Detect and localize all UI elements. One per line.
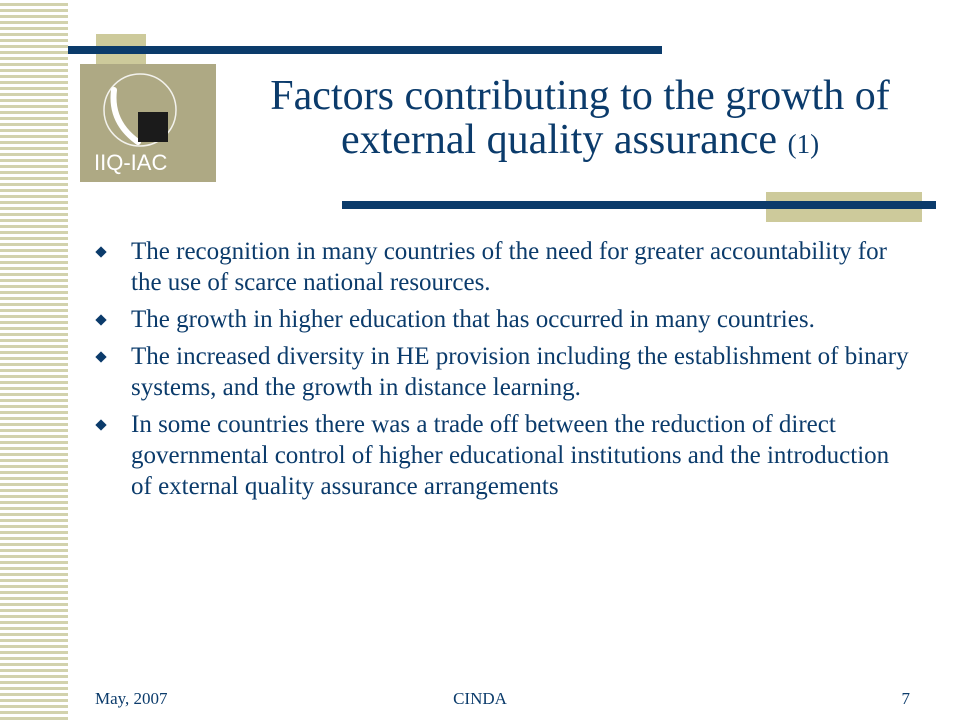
diamond-bullet-icon	[95, 419, 106, 430]
logo-graphic	[80, 64, 216, 182]
footer-page-number: 7	[901, 689, 910, 708]
bullet-item	[94, 304, 914, 335]
iiq-iac-logo	[80, 64, 216, 182]
diamond-bullet-icon	[95, 314, 106, 325]
logo-text: IIQ-IAC	[94, 150, 168, 175]
bullet-item	[94, 236, 914, 298]
decorative-stripe-band	[0, 0, 68, 720]
bullet-text: The recognition in many countries of the need for greater accountability for the use of scarce national resources.	[131, 238, 887, 296]
bullet-list	[94, 236, 914, 508]
diamond-bullet-icon	[95, 246, 106, 257]
bullet-item	[94, 409, 914, 502]
bullet-text: The growth in higher education that has occurred in many countries.	[131, 306, 815, 333]
diamond-bullet-icon	[95, 351, 106, 362]
bullet-text: The increased diversity in HE provision including the establishment of binary systems, and the growth in distance learning.	[131, 343, 909, 401]
footer-date: May, 2007	[95, 689, 168, 708]
bullet-item	[94, 341, 914, 403]
slide-title-main: Factors contributing to the growth of external quality assurance	[270, 73, 890, 163]
slide-title	[230, 74, 930, 166]
slide-title-suffix: (1)	[787, 129, 820, 159]
decorative-top-rule	[68, 46, 662, 54]
decorative-bottom-rule	[342, 201, 936, 209]
footer-organization: CINDA	[453, 689, 507, 708]
bullet-text: In some countries there was a trade off between the reduction of direct governmental control of higher educational institutions and the introduction of external quality assurance arrangements	[131, 411, 890, 500]
